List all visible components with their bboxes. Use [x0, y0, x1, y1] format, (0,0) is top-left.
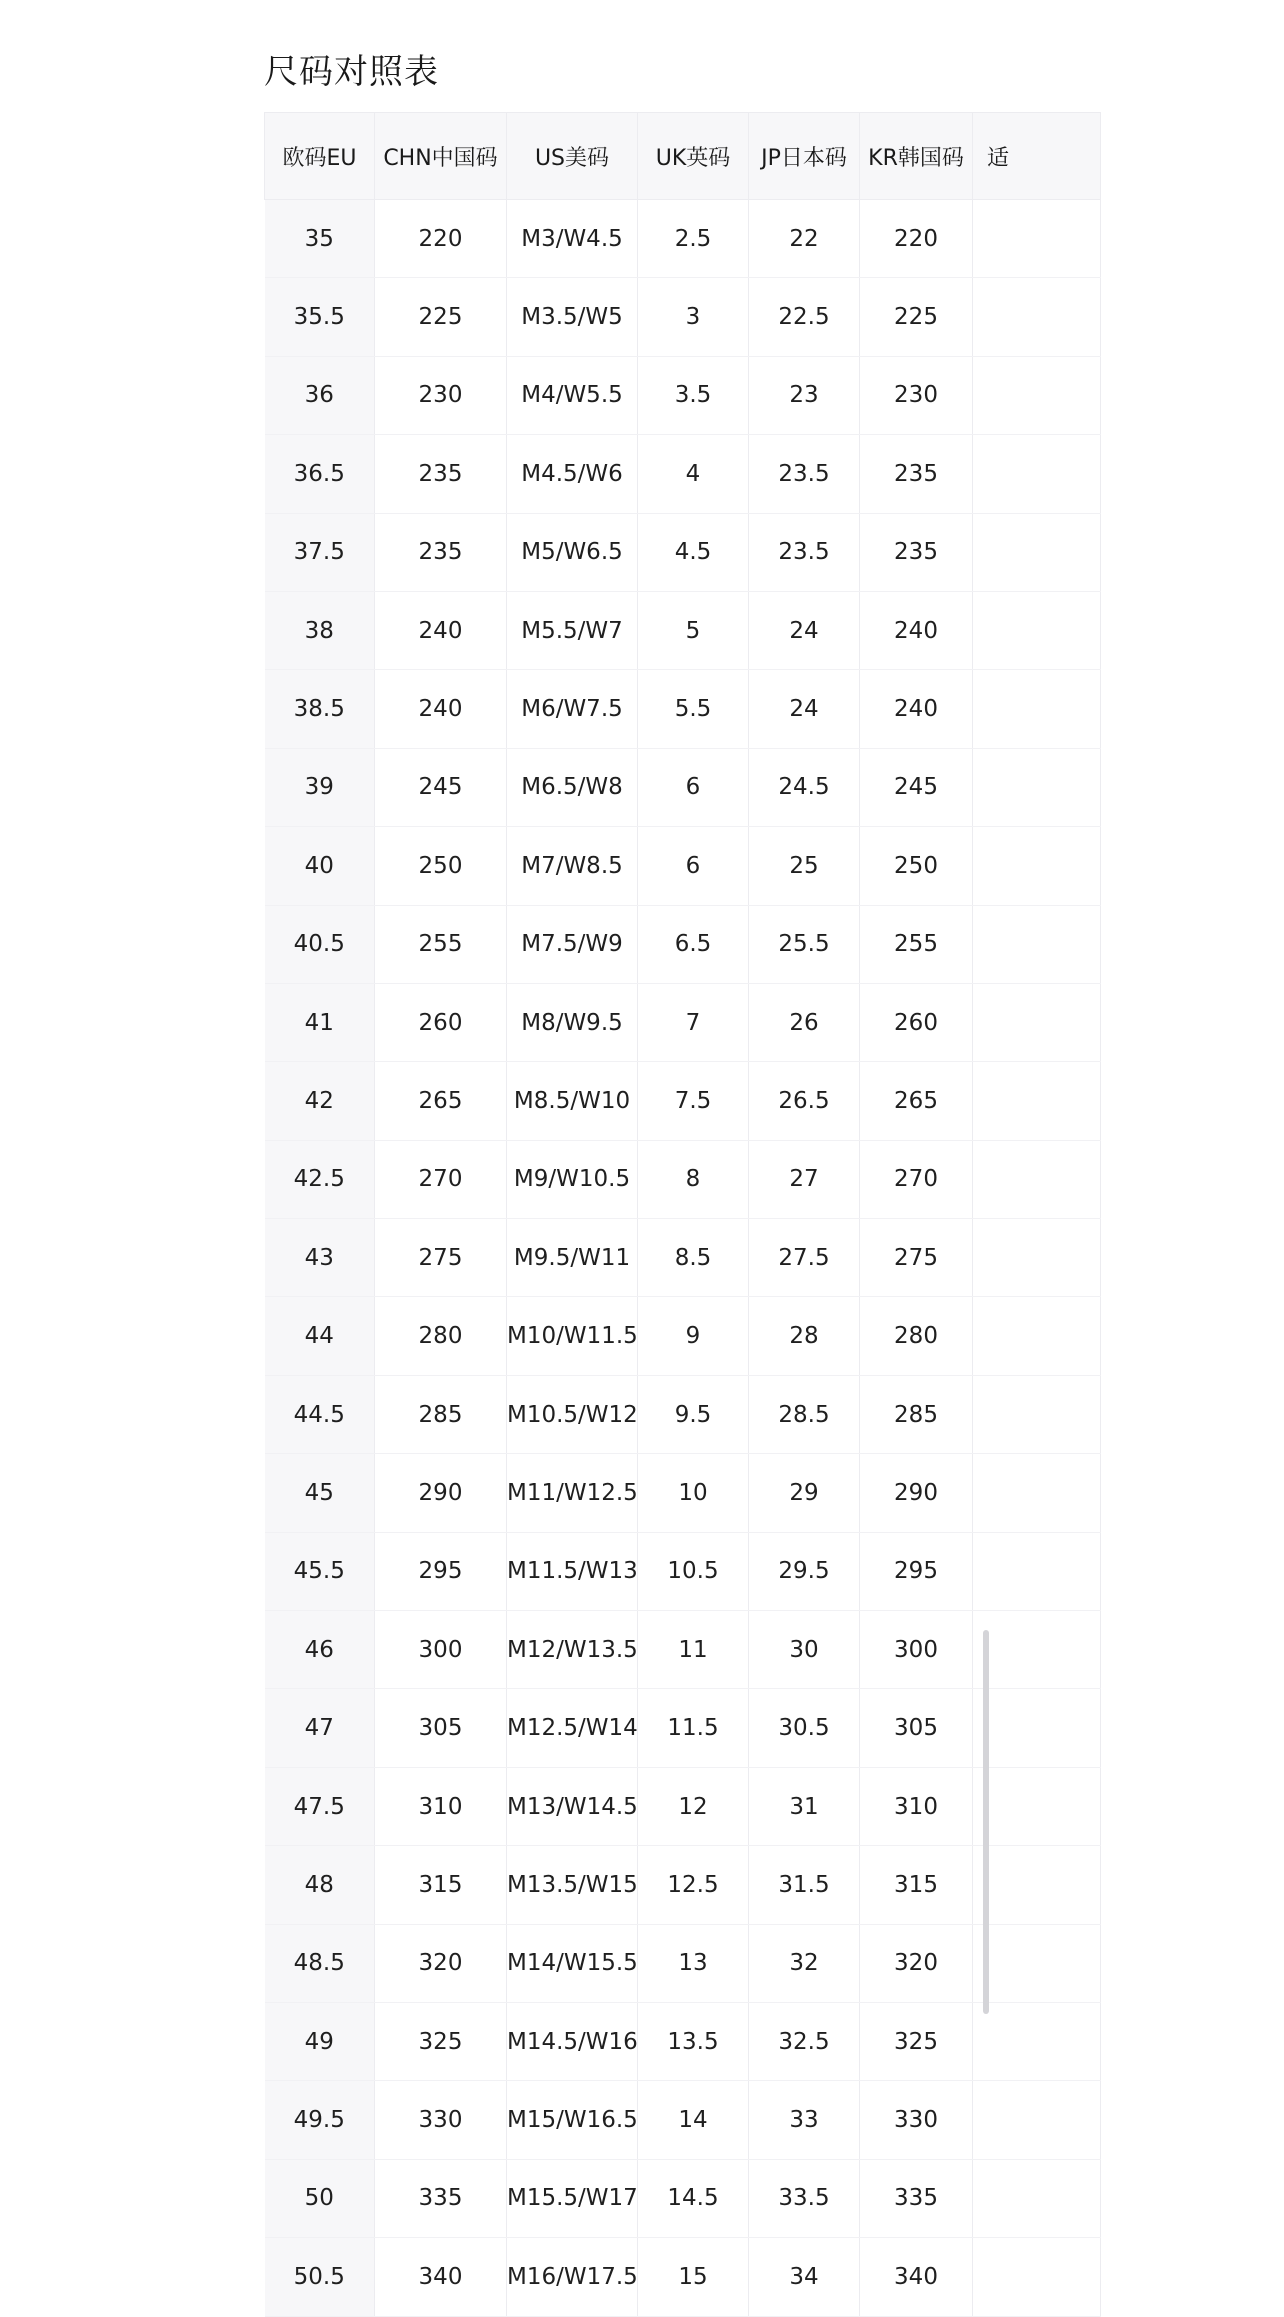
cell-jp: 27.5 — [749, 1219, 860, 1297]
cell-eu: 42.5 — [265, 1140, 375, 1218]
cell-eu: 47.5 — [265, 1767, 375, 1845]
table-row — [265, 2238, 1101, 2316]
cell-jp: 25.5 — [749, 905, 860, 983]
table-row — [265, 513, 1101, 591]
cell-chn: 250 — [375, 827, 507, 905]
cell-uk: 9.5 — [638, 1375, 749, 1453]
table-row — [265, 670, 1101, 748]
cell-kr: 275 — [860, 1219, 973, 1297]
table-row — [265, 1611, 1101, 1689]
table-row — [265, 1689, 1101, 1767]
cell-kr: 315 — [860, 1846, 973, 1924]
cell-uk: 12 — [638, 1767, 749, 1845]
cell-jp: 29 — [749, 1454, 860, 1532]
cell-us: M10/W11.5 — [507, 1297, 638, 1375]
column-header-truncated[interactable]: 适 — [973, 113, 1101, 200]
cell-kr: 280 — [860, 1297, 973, 1375]
cell-extra — [973, 1375, 1101, 1453]
cell-jp: 32.5 — [749, 2002, 860, 2080]
cell-kr: 260 — [860, 983, 973, 1061]
table-row — [265, 2081, 1101, 2159]
cell-jp: 27 — [749, 1140, 860, 1218]
cell-extra — [973, 591, 1101, 669]
cell-us: M12/W13.5 — [507, 1611, 638, 1689]
cell-jp: 30 — [749, 1611, 860, 1689]
cell-chn: 305 — [375, 1689, 507, 1767]
cell-kr: 325 — [860, 2002, 973, 2080]
cell-us: M6/W7.5 — [507, 670, 638, 748]
cell-eu: 48.5 — [265, 1924, 375, 2002]
cell-eu: 45.5 — [265, 1532, 375, 1610]
cell-jp: 30.5 — [749, 1689, 860, 1767]
size-comparison-table — [264, 112, 1101, 2317]
cell-uk: 8.5 — [638, 1219, 749, 1297]
cell-chn: 310 — [375, 1767, 507, 1845]
cell-extra — [973, 1454, 1101, 1532]
cell-chn: 220 — [375, 200, 507, 278]
cell-kr: 300 — [860, 1611, 973, 1689]
cell-us: M14/W15.5 — [507, 1924, 638, 2002]
cell-us: M15.5/W17 — [507, 2159, 638, 2237]
cell-uk: 9 — [638, 1297, 749, 1375]
cell-eu: 42 — [265, 1062, 375, 1140]
cell-kr: 265 — [860, 1062, 973, 1140]
cell-eu: 50 — [265, 2159, 375, 2237]
cell-us: M3/W4.5 — [507, 200, 638, 278]
cell-eu: 48 — [265, 1846, 375, 1924]
cell-uk: 7.5 — [638, 1062, 749, 1140]
cell-jp: 23 — [749, 356, 860, 434]
cell-eu: 39 — [265, 748, 375, 826]
table-row — [265, 1454, 1101, 1532]
cell-kr: 310 — [860, 1767, 973, 1845]
cell-chn: 265 — [375, 1062, 507, 1140]
table-row — [265, 748, 1101, 826]
cell-chn: 325 — [375, 2002, 507, 2080]
cell-us: M8/W9.5 — [507, 983, 638, 1061]
cell-jp: 29.5 — [749, 1532, 860, 1610]
cell-us: M4/W5.5 — [507, 356, 638, 434]
cell-eu: 45 — [265, 1454, 375, 1532]
cell-uk: 11.5 — [638, 1689, 749, 1767]
cell-jp: 28.5 — [749, 1375, 860, 1453]
cell-uk: 13.5 — [638, 2002, 749, 2080]
cell-uk: 10 — [638, 1454, 749, 1532]
cell-jp: 24 — [749, 591, 860, 669]
cell-chn: 340 — [375, 2238, 507, 2316]
cell-us: M5.5/W7 — [507, 591, 638, 669]
column-header-jp[interactable]: JP日本码 — [749, 113, 860, 200]
cell-extra — [973, 435, 1101, 513]
cell-kr: 240 — [860, 591, 973, 669]
cell-jp: 23.5 — [749, 513, 860, 591]
cell-jp: 24.5 — [749, 748, 860, 826]
column-header-chn[interactable]: CHN中国码 — [375, 113, 507, 200]
table-row — [265, 1532, 1101, 1610]
cell-chn: 290 — [375, 1454, 507, 1532]
table-row — [265, 905, 1101, 983]
cell-us: M7/W8.5 — [507, 827, 638, 905]
cell-kr: 240 — [860, 670, 973, 748]
vertical-scrollbar[interactable] — [983, 1630, 989, 2014]
cell-kr: 340 — [860, 2238, 973, 2316]
cell-jp: 26 — [749, 983, 860, 1061]
cell-eu: 41 — [265, 983, 375, 1061]
table-row — [265, 356, 1101, 434]
table-row — [265, 591, 1101, 669]
cell-extra — [973, 983, 1101, 1061]
cell-eu: 43 — [265, 1219, 375, 1297]
cell-eu: 49 — [265, 2002, 375, 2080]
cell-chn: 300 — [375, 1611, 507, 1689]
cell-kr: 305 — [860, 1689, 973, 1767]
cell-uk: 5 — [638, 591, 749, 669]
cell-extra — [973, 1611, 1101, 1689]
cell-uk: 3.5 — [638, 356, 749, 434]
cell-eu: 37.5 — [265, 513, 375, 591]
cell-chn: 335 — [375, 2159, 507, 2237]
cell-kr: 290 — [860, 1454, 973, 1532]
cell-extra — [973, 200, 1101, 278]
table-row — [265, 1297, 1101, 1375]
cell-kr: 285 — [860, 1375, 973, 1453]
cell-chn: 285 — [375, 1375, 507, 1453]
cell-uk: 13 — [638, 1924, 749, 2002]
cell-eu: 38 — [265, 591, 375, 669]
cell-eu: 38.5 — [265, 670, 375, 748]
cell-extra — [973, 827, 1101, 905]
table-row — [265, 1375, 1101, 1453]
table-header-row — [265, 113, 1101, 200]
cell-us: M9.5/W11 — [507, 1219, 638, 1297]
cell-chn: 245 — [375, 748, 507, 826]
cell-uk: 6.5 — [638, 905, 749, 983]
cell-kr: 245 — [860, 748, 973, 826]
cell-us: M14.5/W16 — [507, 2002, 638, 2080]
cell-extra — [973, 513, 1101, 591]
cell-us: M11.5/W13 — [507, 1532, 638, 1610]
cell-us: M9/W10.5 — [507, 1140, 638, 1218]
table-row — [265, 1140, 1101, 1218]
cell-kr: 330 — [860, 2081, 973, 2159]
table-row — [265, 435, 1101, 513]
cell-extra — [973, 2081, 1101, 2159]
cell-eu: 44.5 — [265, 1375, 375, 1453]
cell-eu: 36.5 — [265, 435, 375, 513]
cell-jp: 23.5 — [749, 435, 860, 513]
cell-us: M13.5/W15 — [507, 1846, 638, 1924]
cell-chn: 315 — [375, 1846, 507, 1924]
cell-uk: 14 — [638, 2081, 749, 2159]
cell-jp: 22 — [749, 200, 860, 278]
cell-extra — [973, 1767, 1101, 1845]
cell-us: M12.5/W14 — [507, 1689, 638, 1767]
cell-extra — [973, 1062, 1101, 1140]
cell-us: M5/W6.5 — [507, 513, 638, 591]
cell-kr: 255 — [860, 905, 973, 983]
cell-uk: 15 — [638, 2238, 749, 2316]
cell-uk: 8 — [638, 1140, 749, 1218]
cell-us: M6.5/W8 — [507, 748, 638, 826]
cell-extra — [973, 905, 1101, 983]
cell-uk: 6 — [638, 748, 749, 826]
cell-extra — [973, 1689, 1101, 1767]
cell-jp: 28 — [749, 1297, 860, 1375]
cell-chn: 240 — [375, 670, 507, 748]
cell-eu: 44 — [265, 1297, 375, 1375]
cell-jp: 32 — [749, 1924, 860, 2002]
column-header-uk[interactable]: UK英码 — [638, 113, 749, 200]
cell-extra — [973, 2159, 1101, 2237]
cell-chn: 240 — [375, 591, 507, 669]
table-row — [265, 2159, 1101, 2237]
cell-eu: 35.5 — [265, 278, 375, 356]
table-row — [265, 1767, 1101, 1845]
table-row — [265, 200, 1101, 278]
cell-kr: 295 — [860, 1532, 973, 1610]
cell-chn: 230 — [375, 356, 507, 434]
table-row — [265, 1062, 1101, 1140]
column-header-eu[interactable]: 欧码EU — [265, 113, 375, 200]
cell-kr: 270 — [860, 1140, 973, 1218]
cell-uk: 5.5 — [638, 670, 749, 748]
cell-chn: 260 — [375, 983, 507, 1061]
cell-chn: 320 — [375, 1924, 507, 2002]
cell-kr: 335 — [860, 2159, 973, 2237]
cell-extra — [973, 1846, 1101, 1924]
table-row — [265, 1846, 1101, 1924]
cell-uk: 6 — [638, 827, 749, 905]
cell-jp: 22.5 — [749, 278, 860, 356]
cell-us: M15/W16.5 — [507, 2081, 638, 2159]
cell-jp: 31 — [749, 1767, 860, 1845]
cell-us: M16/W17.5 — [507, 2238, 638, 2316]
cell-extra — [973, 1532, 1101, 1610]
cell-kr: 250 — [860, 827, 973, 905]
cell-uk: 10.5 — [638, 1532, 749, 1610]
cell-kr: 235 — [860, 435, 973, 513]
cell-chn: 235 — [375, 513, 507, 591]
cell-kr: 235 — [860, 513, 973, 591]
cell-extra — [973, 748, 1101, 826]
cell-eu: 50.5 — [265, 2238, 375, 2316]
cell-eu: 46 — [265, 1611, 375, 1689]
cell-chn: 255 — [375, 905, 507, 983]
cell-uk: 4.5 — [638, 513, 749, 591]
table-row — [265, 1924, 1101, 2002]
table-body — [265, 200, 1101, 2317]
cell-extra — [973, 1924, 1101, 2002]
column-header-kr[interactable]: KR韩国码 — [860, 113, 973, 200]
table-row — [265, 827, 1101, 905]
cell-us: M11/W12.5 — [507, 1454, 638, 1532]
table-row — [265, 2002, 1101, 2080]
cell-us: M3.5/W5 — [507, 278, 638, 356]
cell-chn: 330 — [375, 2081, 507, 2159]
cell-extra — [973, 356, 1101, 434]
cell-extra — [973, 278, 1101, 356]
cell-uk: 12.5 — [638, 1846, 749, 1924]
table-row — [265, 1219, 1101, 1297]
cell-kr: 220 — [860, 200, 973, 278]
cell-chn: 225 — [375, 278, 507, 356]
cell-uk: 14.5 — [638, 2159, 749, 2237]
cell-uk: 3 — [638, 278, 749, 356]
cell-chn: 280 — [375, 1297, 507, 1375]
cell-extra — [973, 1297, 1101, 1375]
column-header-us[interactable]: US美码 — [507, 113, 638, 200]
cell-us: M4.5/W6 — [507, 435, 638, 513]
cell-extra — [973, 2238, 1101, 2316]
table-row — [265, 983, 1101, 1061]
cell-chn: 235 — [375, 435, 507, 513]
cell-jp: 33.5 — [749, 2159, 860, 2237]
cell-uk: 11 — [638, 1611, 749, 1689]
cell-us: M13/W14.5 — [507, 1767, 638, 1845]
cell-eu: 49.5 — [265, 2081, 375, 2159]
cell-eu: 35 — [265, 200, 375, 278]
cell-uk: 7 — [638, 983, 749, 1061]
table-row — [265, 278, 1101, 356]
cell-jp: 33 — [749, 2081, 860, 2159]
cell-jp: 25 — [749, 827, 860, 905]
cell-eu: 40 — [265, 827, 375, 905]
cell-jp: 26.5 — [749, 1062, 860, 1140]
cell-chn: 270 — [375, 1140, 507, 1218]
cell-extra — [973, 670, 1101, 748]
cell-us: M8.5/W10 — [507, 1062, 638, 1140]
cell-extra — [973, 1140, 1101, 1218]
cell-uk: 4 — [638, 435, 749, 513]
cell-chn: 295 — [375, 1532, 507, 1610]
page-title: 尺码对照表 — [264, 52, 439, 92]
cell-jp: 34 — [749, 2238, 860, 2316]
cell-eu: 40.5 — [265, 905, 375, 983]
cell-extra — [973, 1219, 1101, 1297]
cell-us: M7.5/W9 — [507, 905, 638, 983]
cell-uk: 2.5 — [638, 200, 749, 278]
cell-jp: 31.5 — [749, 1846, 860, 1924]
cell-kr: 225 — [860, 278, 973, 356]
cell-kr: 320 — [860, 1924, 973, 2002]
cell-extra — [973, 2002, 1101, 2080]
cell-kr: 230 — [860, 356, 973, 434]
cell-us: M10.5/W12 — [507, 1375, 638, 1453]
cell-jp: 24 — [749, 670, 860, 748]
cell-eu: 47 — [265, 1689, 375, 1767]
size-table-scroll-area[interactable] — [264, 112, 1010, 2290]
cell-chn: 275 — [375, 1219, 507, 1297]
cell-eu: 36 — [265, 356, 375, 434]
